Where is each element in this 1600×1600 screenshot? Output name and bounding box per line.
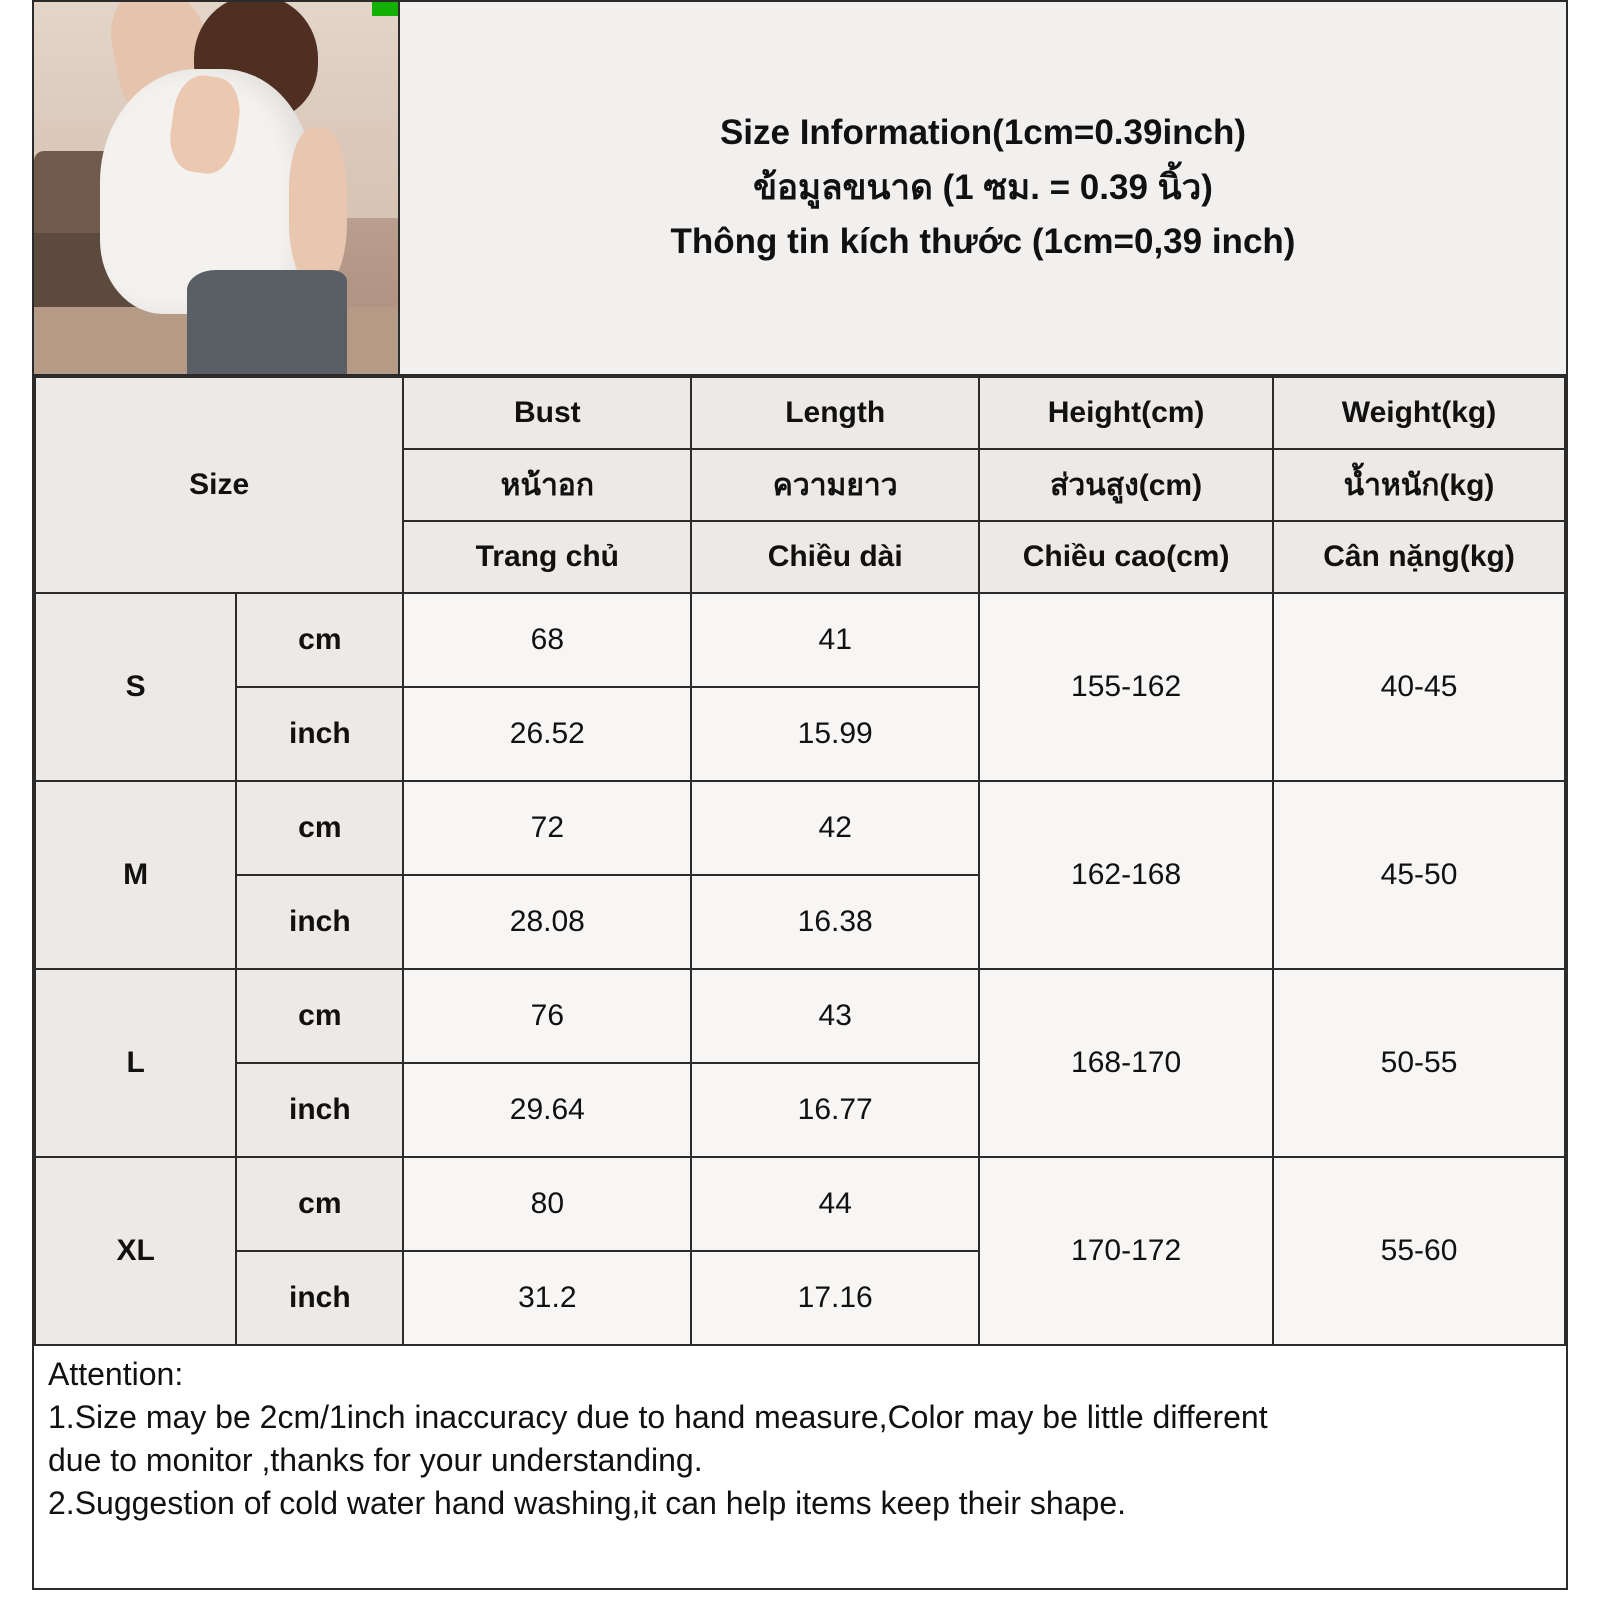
- row-unit-inch: inch: [236, 1251, 403, 1345]
- title-line-vi: Thông tin kích thước (1cm=0,39 inch): [670, 222, 1296, 262]
- product-photo-image: [34, 2, 398, 374]
- col-header-height-th: ส่วนสูง(cm): [979, 449, 1273, 521]
- size-header-cell: Size: [35, 377, 403, 593]
- row-size-xl: XL: [35, 1157, 236, 1345]
- attention-line-1a: 1.Size may be 2cm/1inch inaccuracy due to hand measure,Color may be little different: [48, 1398, 1268, 1435]
- cell-weight-m: 45-50: [1273, 781, 1565, 969]
- cell-length-cm-l: 43: [691, 969, 979, 1063]
- row-unit-cm: cm: [236, 781, 403, 875]
- cell-length-inch-xl: 17.16: [691, 1251, 979, 1345]
- row-unit-cm: cm: [236, 593, 403, 687]
- col-header-weight-en: Weight(kg): [1273, 377, 1565, 449]
- green-accent-tab: [372, 2, 398, 16]
- cell-bust-inch-xl: 31.2: [403, 1251, 691, 1345]
- header-row: [34, 2, 1566, 376]
- cell-bust-cm-xl: 80: [403, 1157, 691, 1251]
- title-block: [400, 2, 1566, 374]
- row-size-m: M: [35, 781, 236, 969]
- table-row: [35, 1157, 1565, 1251]
- attention-line-2: 2.Suggestion of cold water hand washing,it can help items keep their shape.: [48, 1484, 1126, 1521]
- cell-weight-s: 40-45: [1273, 593, 1565, 781]
- cell-bust-cm-l: 76: [403, 969, 691, 1063]
- cell-length-cm-xl: 44: [691, 1157, 979, 1251]
- cell-weight-l: 50-55: [1273, 969, 1565, 1157]
- cell-bust-inch-m: 28.08: [403, 875, 691, 969]
- cell-height-xl: 170-172: [979, 1157, 1273, 1345]
- col-header-bust-en: Bust: [403, 377, 691, 449]
- row-unit-inch: inch: [236, 1063, 403, 1157]
- cell-bust-cm-s: 68: [403, 593, 691, 687]
- title-line-en: Size Information(1cm=0.39inch): [719, 112, 1247, 152]
- cell-length-inch-l: 16.77: [691, 1063, 979, 1157]
- cell-length-cm-m: 42: [691, 781, 979, 875]
- cell-bust-inch-l: 29.64: [403, 1063, 691, 1157]
- row-unit-cm: cm: [236, 1157, 403, 1251]
- col-header-weight-th: น้ำหนัก(kg): [1273, 449, 1565, 521]
- size-chart-frame: [32, 0, 1568, 1590]
- table-row: [35, 781, 1565, 875]
- col-header-weight-vi: Cân nặng(kg): [1273, 521, 1565, 593]
- col-header-length-en: Length: [691, 377, 979, 449]
- table-header-row-en: [35, 377, 1565, 449]
- cell-height-l: 168-170: [979, 969, 1273, 1157]
- row-size-l: L: [35, 969, 236, 1157]
- table-row: [35, 969, 1565, 1063]
- attention-line-1b: due to monitor ,thanks for your understanding.: [48, 1441, 703, 1478]
- row-unit-inch: inch: [236, 875, 403, 969]
- col-header-bust-th: หน้าอก: [403, 449, 691, 521]
- cell-bust-cm-m: 72: [403, 781, 691, 875]
- row-unit-inch: inch: [236, 687, 403, 781]
- cell-length-cm-s: 41: [691, 593, 979, 687]
- cell-height-s: 155-162: [979, 593, 1273, 781]
- row-unit-cm: cm: [236, 969, 403, 1063]
- table-row: [35, 593, 1565, 687]
- col-header-bust-vi: Trang chủ: [403, 521, 691, 593]
- cell-weight-xl: 55-60: [1273, 1157, 1565, 1345]
- col-header-height-vi: Chiều cao(cm): [979, 521, 1273, 593]
- title-line-th: ข้อมูลขนาด (1 ซม. = 0.39 นิ้ว): [753, 167, 1213, 207]
- cell-length-inch-m: 16.38: [691, 875, 979, 969]
- size-table: [34, 376, 1566, 1346]
- cell-height-m: 162-168: [979, 781, 1273, 969]
- col-header-height-en: Height(cm): [979, 377, 1273, 449]
- attention-heading: Attention:: [48, 1356, 184, 1392]
- row-size-s: S: [35, 593, 236, 781]
- product-photo: [34, 2, 400, 374]
- col-header-length-th: ความยาว: [691, 449, 979, 521]
- attention-block: [34, 1346, 1566, 1524]
- col-header-length-vi: Chiều dài: [691, 521, 979, 593]
- cell-length-inch-s: 15.99: [691, 687, 979, 781]
- cell-bust-inch-s: 26.52: [403, 687, 691, 781]
